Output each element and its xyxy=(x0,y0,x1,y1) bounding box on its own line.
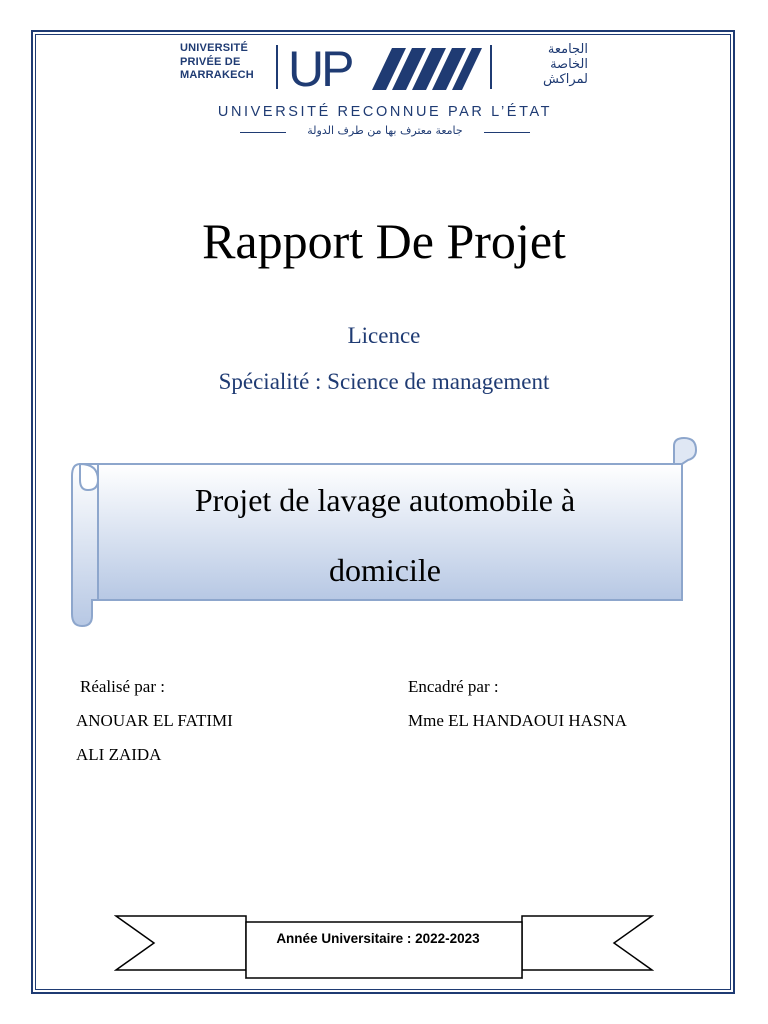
academic-year: Année Universitaire : 2022-2023 xyxy=(276,931,480,946)
logo-arabic-name xyxy=(498,42,588,87)
university-logo xyxy=(180,40,590,140)
up-logo-mark xyxy=(286,40,482,94)
student-name-2: ALI ZAIDA xyxy=(76,745,162,764)
logo-mark-text: UP xyxy=(288,41,352,94)
degree-label: Licence xyxy=(347,323,421,348)
logo-arabic-tagline xyxy=(240,124,530,140)
report-title: Rapport De Projet xyxy=(202,213,566,269)
logo-arabic-line-1: الجامعة xyxy=(547,42,588,57)
project-title-line-2: domicile xyxy=(329,552,441,588)
logo-arabic-line-3: لمراكش xyxy=(542,72,588,87)
tagline-dash-right xyxy=(484,132,530,133)
project-title-line-1: Projet de lavage automobile à xyxy=(194,482,576,518)
logo-divider-right xyxy=(490,45,492,89)
logo-name-line-2: PRIVÉE DE xyxy=(180,55,241,68)
logo-arabic-line-2: الخاصة xyxy=(550,57,588,72)
supervisor-name: Mme EL HANDAOUI HASNA xyxy=(408,711,627,730)
specialty-label: Spécialité : Science de management xyxy=(218,369,550,394)
student-name-1: ANOUAR EL FATIMI xyxy=(76,711,233,730)
encadre-par-label: Encadré par : xyxy=(408,677,499,696)
project-title xyxy=(100,465,670,605)
logo-name-line-3: MARRAKECH xyxy=(180,69,254,81)
logo-reconnue-text: UNIVERSITÉ RECONNUE PAR L’ÉTAT xyxy=(217,104,553,120)
realise-par-label: Réalisé par : xyxy=(80,677,165,696)
logo-university-name xyxy=(180,42,260,83)
logo-name-line-1: UNIVERSITÉ xyxy=(180,42,249,54)
logo-divider-left xyxy=(276,45,278,89)
logo-arabic-reconnue-text: جامعة معترف بها من طرف الدولة xyxy=(307,124,463,137)
tagline-dash-left xyxy=(240,132,286,133)
